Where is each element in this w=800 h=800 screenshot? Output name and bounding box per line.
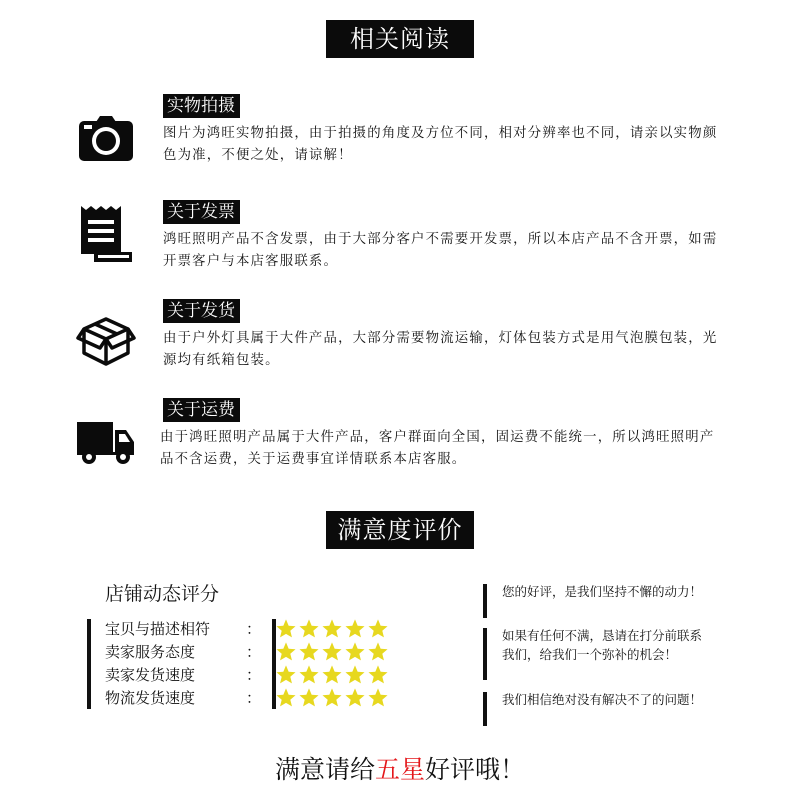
rating-colon: ： [246,643,262,661]
star-icon [275,641,297,663]
rating-colon: ： [246,666,262,684]
heading-invoice: 关于发票 [163,200,240,224]
note-text: 您的好评，是我们坚持不懈的动力！ [502,584,703,599]
star-icon [344,641,366,663]
rating-label: 卖家服务态度 [105,643,196,661]
receipt-icon [76,204,136,264]
star-icon [298,641,320,663]
bottom-suffix: 好评哦！ [425,755,526,784]
star-rating [275,687,389,709]
rating-label: 宝贝与描述相符 [105,620,211,638]
star-icon [321,664,343,686]
note-bar [483,628,487,680]
star-icon [275,664,297,686]
note-thanks [483,582,713,622]
section-title-related-reading: 相关阅读 [326,20,474,58]
text-shipping: 由于户外灯具属于大件产品，大部分需要物流运输，灯体包装方式是用气泡膜包装，光源均有纸箱包装。 [163,331,718,368]
box-icon [76,309,136,369]
star-icon [321,641,343,663]
rating-label: 物流发货速度 [105,689,196,707]
text-photo: 图片为鸿旺实物拍摄，由于拍摄的角度及方位不同，相对分辨率也不同，请亲以实物颜色为准，不便之处，请谅解！ [163,126,718,163]
star-icon [321,618,343,640]
text-invoice: 鸿旺照明产品不含发票，由于大部分客户不需要开发票，所以本店产品不含开票，如需开票客户与本店客服联系。 [163,232,718,269]
star-icon [275,687,297,709]
star-icon [298,687,320,709]
star-icon [367,687,389,709]
star-icon [367,664,389,686]
truck-icon [76,412,136,472]
heading-photo: 实物拍摄 [163,94,240,118]
note-bar [483,584,487,618]
star-icon [367,641,389,663]
rating-title: 店铺动态评分 [105,583,220,605]
note-bar [483,692,487,726]
divider-bar-left [87,619,91,709]
camera-icon [76,108,136,168]
bottom-prefix: 满意请给 [274,755,375,784]
star-icon [344,618,366,640]
star-icon [275,618,297,640]
note-text: 如果有任何不满，恳请在打分前联系我们，给我们一个弥补的机会！ [502,628,703,662]
star-rating [275,641,389,663]
rating-label: 卖家发货速度 [105,666,196,684]
text-freight: 由于鸿旺照明产品属于大件产品，客户群面向全国，固运费不能统一，所以鸿旺照明产品不含运费，关于运费事宜详情联系本店客服。 [160,430,715,467]
star-rating [275,664,389,686]
heading-shipping: 关于发货 [163,299,240,323]
rating-colon: ： [246,620,262,638]
star-icon [298,618,320,640]
star-icon [298,664,320,686]
star-rating [275,618,389,640]
note-solve [483,690,713,730]
bottom-highlight: 五星 [374,755,425,784]
star-icon [344,687,366,709]
star-icon [367,618,389,640]
note-contact [483,626,713,686]
section-title-satisfaction: 满意度评价 [326,511,474,549]
rating-colon: ： [246,689,262,707]
five-star-request [0,750,800,786]
note-text: 我们相信绝对没有解决不了的问题！ [502,692,703,707]
heading-freight: 关于运费 [163,398,240,422]
star-icon [344,664,366,686]
star-icon [321,687,343,709]
